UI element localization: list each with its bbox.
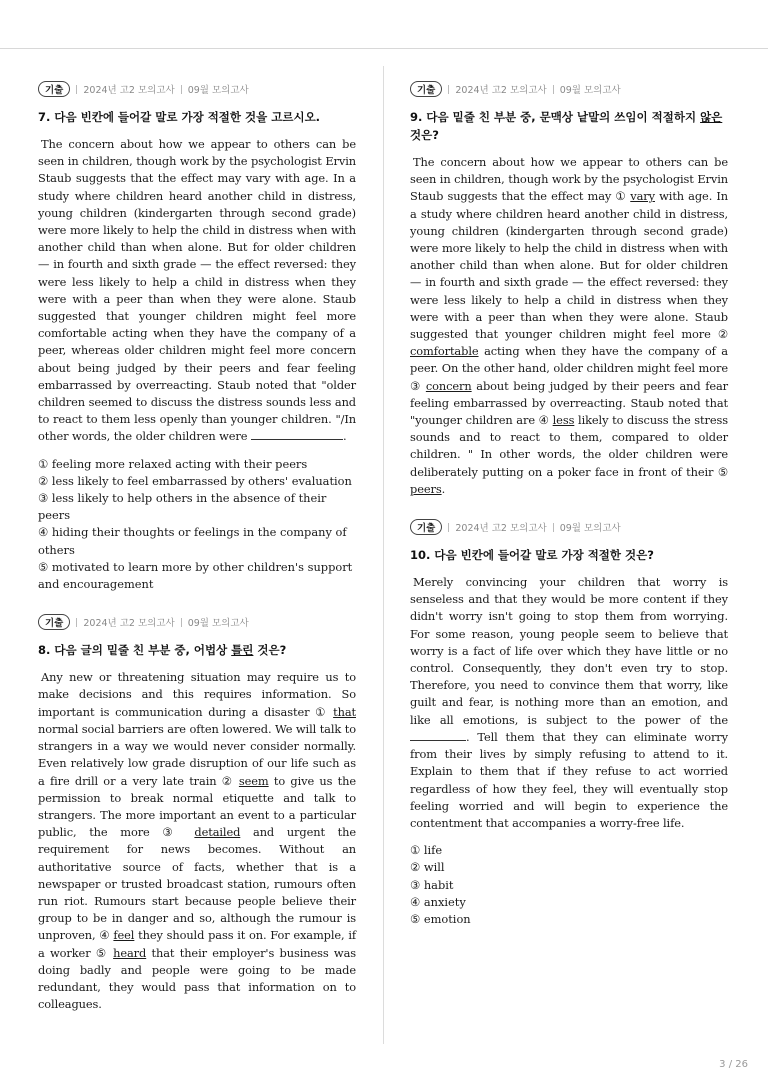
question-passage	[38, 669, 356, 1013]
source-badge: 기출	[38, 614, 70, 630]
title-emphasis: 틀린	[231, 643, 254, 658]
page-number: 3 / 26	[719, 1059, 748, 1070]
question-title: 10. 다음 빈칸에 들어갈 말로 가장 적절한 것은?	[410, 548, 654, 563]
passage-end: .	[342, 429, 347, 444]
header-rule	[0, 48, 768, 49]
question-meta	[38, 613, 356, 631]
question-passage	[38, 136, 356, 446]
passage-text: The concern about how we appear to others can be seen in children, though work by the psychologist Ervin Staub suggests that the effect may ①	[410, 155, 728, 204]
title-text: 9. 다음 밑줄 친 부분 중, 문맥상 낱말의 쓰임이 적절하지	[410, 110, 701, 124]
question-title	[38, 641, 356, 659]
answer-option[interactable]: ⑤ motivated to learn more by other children's support and encouragement	[38, 559, 353, 592]
passage-text: Any new or threatening situation may require us to make decisions and this requires information. So important is communication during a disaster ①	[38, 670, 356, 719]
underlined-word: vary	[630, 189, 655, 204]
right-column	[410, 80, 728, 948]
question-title: 7. 다음 빈칸에 들어갈 말로 가장 적절한 것을 고르시오.	[38, 110, 321, 124]
underlined-word: heard	[113, 945, 147, 960]
meta-separator	[76, 618, 77, 627]
question-passage	[410, 574, 728, 832]
underlined-word: feel	[113, 928, 135, 943]
answer-blank	[251, 428, 343, 440]
meta-year: 2024년 고2 모의고사	[83, 618, 175, 630]
meta-month: 09월 모의고사	[187, 85, 249, 96]
passage-text: . Tell them that they can eliminate worry from their lives by simply refusing to attend to it. Explain to them that if they refuse to act worried regardless of how they feel, they will eventually stop feeling worried and will begin to experience the contentment that accompanies a worry-free life.	[410, 729, 728, 830]
title-text: 것은?	[410, 128, 439, 142]
answer-option[interactable]: ③ less likely to help others in the absence of their peers	[38, 491, 327, 523]
underlined-word: concern	[425, 378, 472, 393]
meta-separator	[448, 523, 449, 532]
source-badge: 기출	[38, 81, 70, 97]
underlined-word: peers	[410, 481, 442, 496]
question-7	[38, 80, 356, 593]
passage-text: Merely convincing your children that worry is senseless and that they would be more content if they didn't worry isn't going to stop them from worrying. For some reason, young people seem to believe that worry is a fact of life over which they have little or no control. Consequently, they don't even try to stop. Therefore, you need to convince them that worry, like guilt and fear, is nothing more than an emotion, and like all emotions, is subject to the power of the	[410, 575, 728, 727]
left-column	[38, 80, 356, 1033]
meta-year: 2024년 고2 모의고사	[455, 85, 547, 96]
meta-year: 2024년 고2 모의고사	[455, 523, 547, 535]
question-title	[410, 108, 728, 144]
underlined-word: comfortable	[410, 344, 479, 359]
title-text: 것은?	[253, 643, 287, 658]
answer-option[interactable]: ④ anxiety	[410, 894, 466, 909]
question-meta	[410, 518, 728, 536]
underlined-word: seem	[238, 773, 269, 788]
question-10	[410, 518, 728, 928]
passage-text: and urgent the requirement for news becomes. Without an authoritative source of facts, whether that is a newspaper or trusted broadcast station, rumours often run riot. Rumours start because people believe their group to be in danger and so, although the rumour is unproven, ④	[38, 825, 357, 943]
answer-option[interactable]: ② will	[410, 860, 445, 875]
meta-month: 09월 모의고사	[187, 618, 249, 630]
underlined-word: less	[552, 413, 575, 428]
passage-text: acting when they have the company of a peer. On the other hand, older children might feel more ③	[410, 344, 728, 393]
meta-separator	[76, 85, 77, 94]
passage-text: to give us the permission to break normal etiquette and talk to strangers. The more important an event to a particular public, the more ③	[38, 773, 356, 840]
source-badge: 기출	[410, 519, 442, 535]
question-9	[410, 80, 728, 498]
answer-option[interactable]: ⑤ emotion	[410, 911, 471, 926]
passage-text: The concern about how we appear to others can be seen in children, though work by the psychologist Ervin Staub suggests that the effect may vary with age. In a study where children heard another child in distress, young children (kindergarten through second grade) were more likely to help the child in distress when with another child than when alone. But for older children — in fourth and sixth grade — the effect reversed: they were less likely to help a child in distress when they were with a peer than when they were alone. Staub suggested that younger children might feel more comfortable acting when they have the company of a peer, whereas older children might feel more concern about being judged by their peers and fear feeling embarrassed by overreacting. Staub noted that "older children seemed to discuss the distress sounds less and to react to them less openly than younger children. "/In other words, the older children were	[38, 137, 356, 444]
answer-option[interactable]: ② less likely to feel embarrassed by others' evaluation	[38, 473, 352, 488]
passage-text: normal social barriers are often lowered. We will talk to strangers in a way we would never consider normally. Even relatively low grade disruption of our life such as a fire drill or a very late train ②	[38, 721, 356, 788]
meta-separator	[181, 618, 182, 627]
title-text: 8. 다음 글의 밑줄 친 부분 중, 어법상	[38, 643, 232, 658]
passage-text: with age. In a study where children heard another child in distress, young children (kindergarten through second grade) were more likely to help the child in distress when with another child than when alone. But for older children — in fourth and sixth grade — the effect reversed: they were less likely to help a child in distress when they were with a peer than when they were alone. Staub suggested that younger children might feel more ②	[410, 189, 729, 342]
title-emphasis: 않은	[700, 110, 723, 124]
underlined-word: that	[333, 704, 356, 719]
question-meta	[38, 80, 356, 98]
answer-option[interactable]: ① life	[410, 843, 443, 858]
answer-options	[410, 842, 728, 928]
column-divider	[383, 66, 384, 1044]
answer-option[interactable]: ③ habit	[410, 877, 454, 892]
meta-separator	[181, 85, 182, 94]
question-meta	[410, 80, 728, 98]
underlined-word: detailed	[194, 825, 241, 840]
source-badge: 기출	[410, 81, 442, 97]
meta-month: 09월 모의고사	[559, 523, 621, 535]
meta-separator	[553, 85, 554, 94]
question-8	[38, 613, 356, 1013]
meta-separator	[448, 85, 449, 94]
answer-options	[38, 456, 356, 594]
passage-text: that their employer's business was doing badly and people were going to be made redundant, they would pass that information on to colleagues.	[38, 945, 357, 1012]
passage-text: .	[441, 481, 446, 496]
answer-option[interactable]: ④ hiding their thoughts or feelings in the company of others	[38, 525, 347, 557]
answer-option[interactable]: ① feeling more relaxed acting with their peers	[38, 456, 308, 471]
meta-month: 09월 모의고사	[559, 85, 621, 96]
answer-blank	[410, 729, 466, 741]
passage-text: they should pass it on. For example, if a worker ⑤	[38, 928, 357, 960]
passage-text: about being judged by their peers and fear feeling embarrassed by overreacting. Staub noted that "younger children are ④	[410, 378, 728, 428]
question-passage	[410, 154, 728, 498]
passage-text: likely to discuss the stress sounds and to react to them, compared to older children. " In other words, the older children were deliberately putting on a poker face in front of their ⑤	[410, 413, 728, 479]
meta-year: 2024년 고2 모의고사	[83, 85, 175, 96]
meta-separator	[553, 523, 554, 532]
